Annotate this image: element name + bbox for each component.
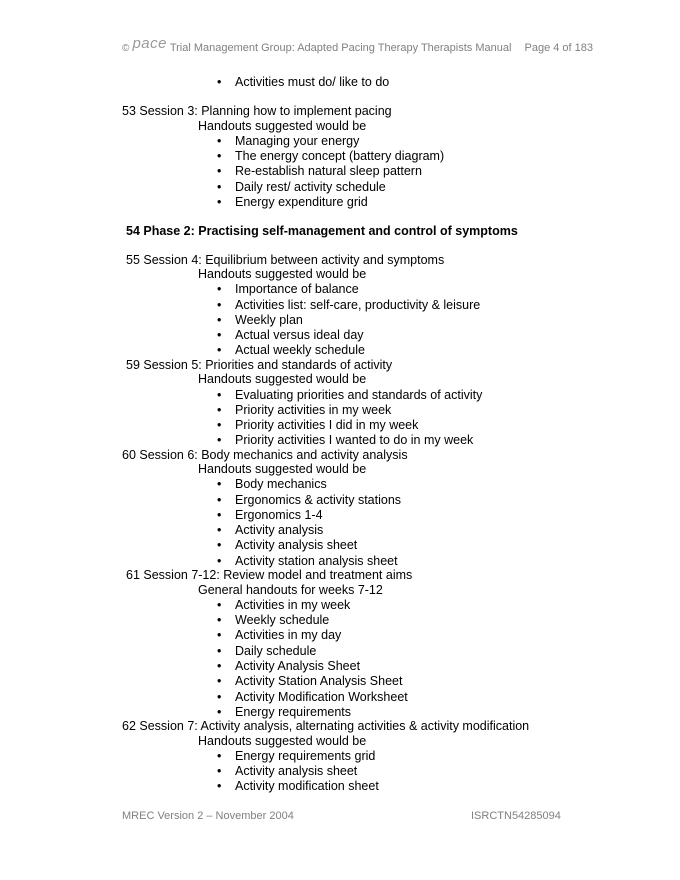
list-item: • Priority activities in my week	[217, 403, 392, 417]
session-heading: 55 Session 4: Equilibrium between activity and symptoms	[126, 253, 445, 267]
footer-version: MREC Version 2 – November 2004	[122, 810, 294, 822]
list-item: • Activity analysis	[217, 523, 324, 537]
list-item: • Activity analysis sheet	[217, 538, 358, 552]
list-item: • Activities in my week	[217, 598, 351, 612]
pace-logo: pace	[132, 35, 167, 52]
copyright-symbol: ©	[122, 43, 130, 54]
handouts-label: Handouts suggested would be	[198, 267, 367, 281]
handouts-label: Handouts suggested would be	[198, 372, 367, 386]
list-item: • Evaluating priorities and standards of activity	[217, 388, 483, 402]
list-item: • Energy requirements grid	[217, 749, 376, 763]
list-item: • Activity station analysis sheet	[217, 554, 398, 568]
list-item: • Actual versus ideal day	[217, 328, 364, 342]
session-heading: 61 Session 7-12: Review model and treatment aims	[126, 568, 413, 582]
phase-heading: 54 Phase 2: Practising self-management and control of symptoms	[126, 224, 518, 238]
list-item: • Activities list: self-care, productivity & leisure	[217, 298, 481, 312]
list-item: • Managing your energy	[217, 134, 360, 148]
list-item: • Weekly plan	[217, 313, 303, 327]
list-item: • Energy requirements	[217, 705, 352, 719]
list-item: • Activity analysis sheet	[217, 764, 358, 778]
list-item: • Ergonomics 1-4	[217, 508, 323, 522]
list-item: • Importance of balance	[217, 282, 359, 296]
list-item: • Body mechanics	[217, 477, 327, 491]
list-item: • Activity Analysis Sheet	[217, 659, 361, 673]
list-item: • Priority activities I did in my week	[217, 418, 419, 432]
list-item: • Actual weekly schedule	[217, 343, 365, 357]
list-item: • Activities in my day	[217, 628, 342, 642]
header-title: Trial Management Group: Adapted Pacing Therapy Therapists Manual	[169, 42, 512, 54]
list-item: • Activity Modification Worksheet	[217, 690, 408, 704]
handouts-label: Handouts suggested would be	[198, 734, 367, 748]
list-item: • Priority activities I wanted to do in my week	[217, 433, 474, 447]
list-item: • Weekly schedule	[217, 613, 330, 627]
list-item: • Daily schedule	[217, 644, 317, 658]
session-heading: 59 Session 5: Priorities and standards of activity	[126, 358, 393, 372]
session-heading: 53 Session 3: Planning how to implement pacing	[122, 104, 392, 118]
page-number: Page 4 of 183	[524, 42, 594, 54]
footer-isrctn: ISRCTN54285094	[471, 810, 561, 822]
session-heading: 60 Session 6: Body mechanics and activity analysis	[122, 448, 408, 462]
handouts-label: Handouts suggested would be	[198, 119, 367, 133]
list-item: • Activity Station Analysis Sheet	[217, 674, 403, 688]
list-item: • Ergonomics & activity stations	[217, 493, 402, 507]
list-item: • Daily rest/ activity schedule	[217, 180, 386, 194]
list-item: • Re-establish natural sleep pattern	[217, 164, 422, 178]
list-item: • Activity modification sheet	[217, 779, 379, 793]
list-item: • Energy expenditure grid	[217, 195, 368, 209]
list-item: • Activities must do/ like to do	[217, 75, 390, 89]
handouts-label: Handouts suggested would be	[198, 462, 367, 476]
page-header	[122, 35, 594, 55]
list-item: • The energy concept (battery diagram)	[217, 149, 445, 163]
handouts-label: General handouts for weeks 7-12	[198, 583, 383, 597]
session-heading: 62 Session 7: Activity analysis, alternating activities & activity modification	[122, 719, 530, 733]
